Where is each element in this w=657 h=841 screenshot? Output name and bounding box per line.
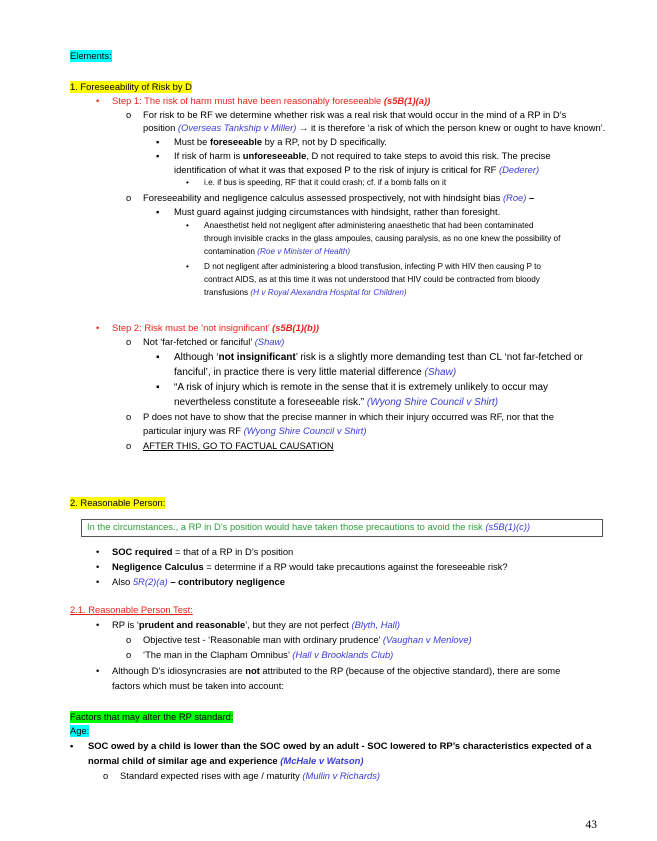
s21-c1-cite: (Vaughan v Menlove): [382, 634, 472, 645]
age-a1a: SOC owed by a child is lower than the SOC owed by an adult - SOC lowered to RP’s characteristics expected of a: [88, 740, 592, 751]
bullet: [156, 136, 159, 148]
bullet: [156, 351, 160, 364]
bullet: [70, 740, 73, 752]
s2-b3-cite: 5R(2)(a): [132, 576, 168, 587]
s21-b2a-post: attributed to the RP (because of the objective standard), there are some: [259, 665, 561, 676]
p4b-pre: particular injury was RF: [143, 425, 244, 436]
r1c-pre: contamination: [204, 247, 258, 256]
bullet: [156, 206, 159, 218]
s2-b1-post: = that of a RP in D’s position: [172, 546, 294, 557]
box-cite: (s5B(1)(c)): [485, 521, 531, 532]
q3: Must guard against judging circumstances with hindsight, rather than foresight.: [174, 206, 501, 217]
r2a: D not negligent after administering a blood transfusion, infecting P with HIV then causing P to: [204, 262, 541, 271]
bullet: [96, 561, 99, 573]
s2-b3-post: – contributory negligence: [167, 576, 285, 587]
bullet: [156, 150, 159, 162]
p2-cite: (Roe): [502, 192, 527, 203]
bullet: [126, 649, 131, 661]
age-a2-cite: (Mullin v Richards): [302, 770, 381, 781]
bullet: [96, 576, 99, 588]
step1-text: Step 1: The risk of harm must have been reasonably foreseeable: [112, 95, 384, 106]
q5b-cite: (Wyong Shire Council v Shirt): [366, 397, 499, 408]
bullet: [126, 192, 131, 204]
r2c-cite: (H v Royal Alexandra Hospital for Children): [250, 288, 407, 297]
s2-b2-post: = determine if a RP would take precautions against the foreseeable risk?: [203, 561, 508, 572]
p4a: P does not have to show that the precise manner in which their injury occurred was RF, nor that the: [143, 411, 554, 422]
s21-c2-pre: ‘The man in the Clapham Omnibus’: [143, 649, 293, 660]
s21-b2b: factors which must be taken into account:: [112, 680, 284, 691]
section1-heading: 1. Foreseeability of Risk by D: [70, 81, 192, 92]
p3-cite: (Shaw): [254, 336, 285, 347]
s21-b2a-pre: Although D’s idiosyncrasies are: [112, 665, 246, 676]
bullet: [156, 381, 160, 394]
bullet: [96, 665, 99, 677]
r2c-pre: transfusions: [204, 288, 251, 297]
r1a: Anaesthetist held not negligent after administering anaesthetic that had been contaminated: [204, 221, 534, 230]
p3-pre: Not ‘far-fetched or fanciful’: [143, 336, 255, 347]
step2-text: Step 2: Risk must be ‘not insignificant’: [112, 322, 273, 333]
q2c: i.e. if bus is speeding, RF that it could crash; cf. if a bomb falls on it: [204, 178, 447, 187]
age-heading: Age:: [70, 725, 90, 736]
r2b: contract AIDS, as at this time it was not understood that HIV could be contracted from bloody: [204, 275, 540, 284]
bullet: [126, 440, 131, 452]
q1-pre: Must be: [174, 136, 210, 147]
q4b-pre: fanciful’, in practice there is very little material difference: [174, 367, 425, 378]
bullet: [96, 95, 99, 107]
p2-pre: Foreseeability and negligence calculus assessed prospectively, not with hindsight bias: [143, 192, 503, 203]
p1b-pre: position: [143, 122, 178, 133]
p1b-post: → it is therefore ‘a risk of which the person knew or ought to have known’.: [296, 122, 606, 133]
p1b-cite: (Overseas Tankship v Miller): [177, 122, 297, 133]
step1-cite: (s5B(1)(a)): [383, 95, 431, 106]
q1-bold: foreseeable: [209, 136, 263, 147]
s2-b3-pre: Also: [112, 576, 133, 587]
q4a-bold: not insignificant: [218, 352, 296, 363]
section2-heading: 2. Reasonable Person:: [70, 497, 166, 508]
bullet: [126, 336, 131, 348]
step2-cite: (s5B(1)(b)): [272, 322, 320, 333]
q2a-bold: unforeseeable: [242, 150, 307, 161]
box-text: In the circumstances., a RP in D’s position would have taken those precautions to avoid the risk: [87, 521, 486, 532]
q2a-post: , D not required to take steps to avoid this risk. The precise: [306, 150, 551, 161]
s21-b1-pre: RP is ‘: [112, 619, 139, 630]
q4b-cite: (Shaw): [424, 367, 457, 378]
s2-b2-bold: Negligence Calculus: [112, 561, 204, 572]
bullet: [186, 178, 189, 189]
bullet: [103, 770, 108, 782]
s21-b2a-bold: not: [245, 665, 260, 676]
bullet: [126, 634, 131, 646]
s21-b1-mid: ’, but they are not perfect: [245, 619, 352, 630]
s21-c2-cite: (Hall v Brooklands Club): [292, 649, 394, 660]
s2-b1-bold: SOC required: [112, 546, 173, 557]
q4a-pre: Although ‘: [174, 352, 219, 363]
s21-b1-cite: (Blyth, Hall): [351, 619, 400, 630]
bullet: [96, 546, 99, 558]
s21-c1-pre: Objective test - ‘Reasonable man with ordinary prudence’: [143, 634, 383, 645]
bullet: [126, 109, 131, 121]
p1a: For risk to be RF we determine whether risk was a real risk that would occur in the mind of a RP in D’s: [143, 109, 567, 120]
age-a1b-pre: normal child of similar age and experience: [88, 755, 281, 766]
s21-b1-bold: prudent and reasonable: [138, 619, 246, 630]
q2b-cite: (Dederer): [498, 164, 540, 175]
q5a: “A risk of injury which is remote in the sense that it is extremely unlikely to occur may: [174, 382, 549, 393]
elements-heading: Elements:: [70, 50, 112, 61]
q4a-post: ’ risk is a slightly more demanding test than CL ‘not far-fetched or: [295, 352, 583, 363]
r1b: through invisible cracks in the glass ampoules, causing paralysis, as no one knew the possibility of: [204, 234, 561, 243]
bullet: [186, 221, 189, 232]
q2a-pre: If risk of harm is: [174, 150, 243, 161]
age-a1b-cite: (McHale v Watson): [280, 755, 364, 766]
factors-heading: Factors that may alter the RP standard:: [70, 711, 234, 722]
q1-post: by a RP, not by D specifically.: [262, 136, 387, 147]
section21-heading: 2.1. Reasonable Person Test:: [70, 604, 193, 615]
p2-post: –: [526, 192, 535, 203]
q5b-pre: nevertheless constitute a foreseeable risk.”: [174, 397, 367, 408]
go-to-factual-causation: AFTER THIS, GO TO FACTUAL CAUSATION: [143, 440, 334, 451]
bullet: [96, 322, 99, 334]
q2b-pre: identification of what it was that exposed P to the risk of injury is critical for RF: [174, 164, 499, 175]
p4b-cite: (Wyong Shire Council v Shirt): [243, 425, 367, 436]
r1c-cite: (Roe v Minister of Health): [257, 247, 351, 256]
bullet: [186, 262, 189, 273]
page-number: 43: [585, 819, 597, 831]
age-a2-pre: Standard expected rises with age / maturity: [120, 770, 303, 781]
bullet: [126, 411, 131, 423]
bullet: [96, 619, 99, 631]
